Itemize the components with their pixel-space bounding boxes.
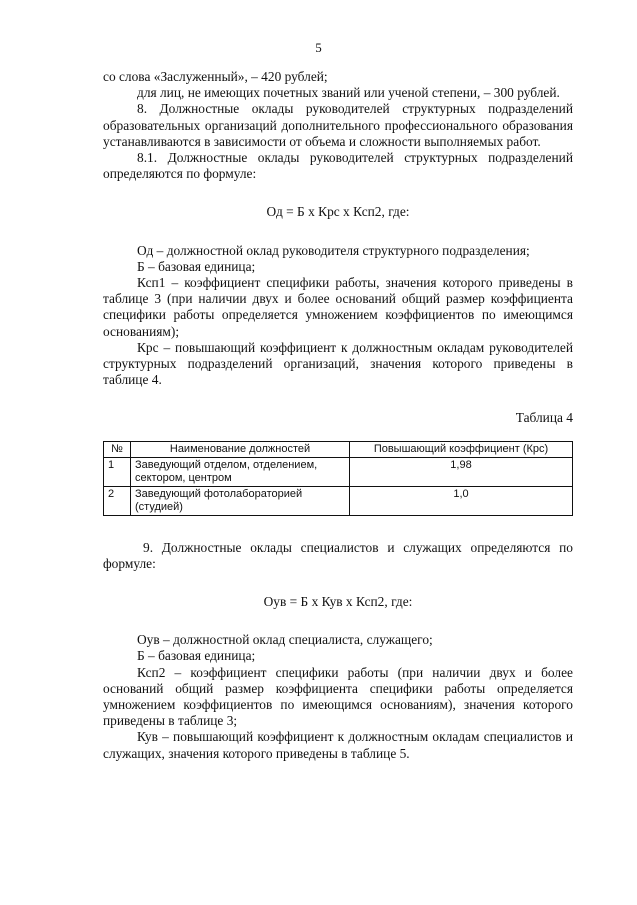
table-caption: Таблица 4 [515,410,573,426]
table-row [104,457,573,486]
table-cell-num: 2 [104,486,131,515]
table-header-coef: Повышающий коэффициент (Крс) [350,441,573,457]
paragraph-8-1: 8.1. Должностные оклады руководителей структурных подразделений определяются по формуле: [103,150,573,182]
definition-b: Б – базовая единица; [137,258,256,274]
table-cell-num: 1 [104,457,131,486]
paragraph-8: 8. Должностные оклады руководителей структурных подразделений образовательных организаций дополнительного профессионального образования устанавливаются в зависимости от объема и сложности выполняемых работ. [103,101,573,149]
page-number: 5 [315,40,322,55]
table-cell-name: Заведующий отделом, отделением, сектором, центром [131,457,350,486]
paragraph-line-2: для лиц, не имеющих почетных званий или ученой степени, – 300 рублей. [137,85,560,101]
table-header-name: Наименование должностей [131,441,350,457]
paragraph-line-1: со слова «Заслуженный», – 420 рублей; [103,69,328,84]
table-header-num: № [104,441,131,457]
table-row [104,486,573,515]
table-cell-name: Заведующий фотолабораторией (студией) [131,486,350,515]
table-header-row [104,441,573,457]
definition-b-2: Б – базовая единица; [137,648,256,664]
paragraph-9: 9. Должностные оклады специалистов и служащих определяются по формуле: [103,539,573,571]
document-body [103,69,573,762]
definition-ksp2: Ксп2 – коэффициент специфики работы (при наличии двух и более оснований общий размер коэффициента специфики работы определяется умножением коэффициентов по имеющимся основаниям), значения которого приведены в таблице 3; [103,664,573,729]
definition-ouv: Оув – должностной оклад специалиста, служащего; [137,632,433,648]
table-4 [103,441,573,516]
table-cell-coef: 1,98 [350,457,573,486]
table-cell-coef: 1,0 [350,486,573,515]
formula-od: Од = Б х Крс х Ксп2, где: [266,204,410,220]
definition-ksp1: Ксп1 – коэффициент специфики работы, значения которого приведены в таблице 3 (при наличии двух и более оснований общий размер коэффициента специфики работы определяется умножением коэффициентов по имеющимся основаниям); [103,275,573,339]
definition-krs: Крс – повышающий коэффициент к должностным окладам руководителей структурных подразделений организаций, значения которого приведены в таблице 4. [103,339,573,388]
definition-kuv: Кув – повышающий коэффициент к должностным окладам специалистов и служащих, значения которого приведены в таблице 5. [103,729,573,761]
definition-od: Од – должностной оклад руководителя структурного подразделения; [137,242,530,258]
formula-ouv: Оув = Б х Кув х Ксп2, где: [263,594,413,610]
